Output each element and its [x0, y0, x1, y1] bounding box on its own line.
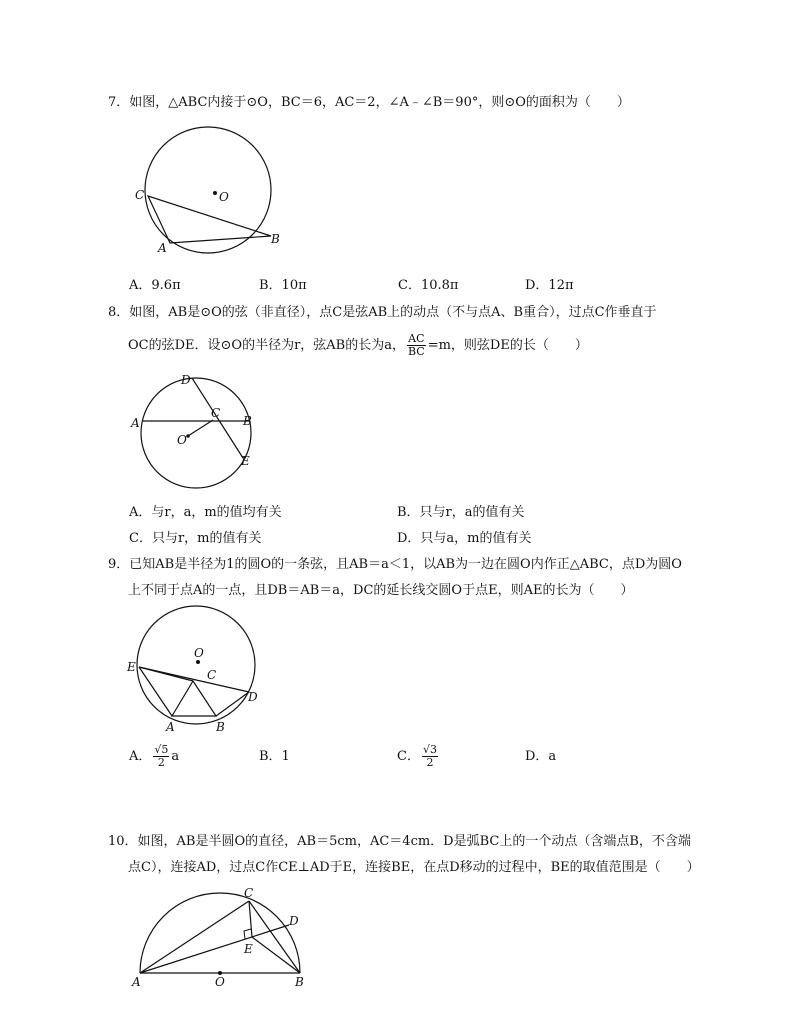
- q8-label-C: C: [211, 406, 221, 420]
- q7-triangle: [148, 196, 271, 243]
- q8-circle: [141, 378, 251, 488]
- q9-circle: [137, 606, 255, 724]
- q9-option-d[interactable]: D．a: [525, 749, 557, 764]
- q8-option-b[interactable]: B．只与r，a的值有关: [397, 505, 525, 520]
- q9-option-a-den: 2: [157, 756, 165, 769]
- q9-center-dot: [196, 660, 200, 664]
- q10-line1: 10．如图，AB是半圆O的直径，AB＝5cm，AC＝4cm．D是弧BC上的一个动点（含端点B，不含端: [108, 834, 691, 849]
- q9-option-c-frac: [422, 744, 438, 769]
- q9-option-c[interactable]: [397, 740, 440, 774]
- q9-line2: 上不同于点A的一点，且DB＝AB＝a，DC的延长线交圆O于点E，则AE的长为（ ）: [128, 583, 634, 598]
- q10-semicircle: [140, 893, 300, 973]
- q10-label-B: B: [295, 975, 304, 989]
- q7-center-dot: [213, 191, 217, 195]
- q9-line-BD: [216, 692, 249, 716]
- q9-label-O: O: [194, 646, 204, 660]
- q8-label-O: O: [177, 433, 187, 447]
- q9-label-D: D: [248, 690, 258, 704]
- q9-figure: [124, 603, 264, 738]
- q9-label-A: A: [166, 720, 175, 734]
- q9-label-C: C: [207, 668, 217, 682]
- q7-label-C: C: [135, 188, 145, 202]
- q7-option-d[interactable]: D．12π: [525, 278, 574, 293]
- q7-text: 7．如图，△ABC内接于⊙O，BC＝6，AC＝2，∠A﹣∠B＝90°，则⊙O的面积为（ ）: [108, 95, 630, 110]
- q9-option-b[interactable]: B．1: [259, 749, 290, 764]
- q9-line1: 9．已知AB是半径为1的圆O的一条弦，且AB＝a＜1，以AB为一边在圆O内作正△ABC，点D为圆O: [108, 557, 682, 572]
- q10-label-E: E: [244, 942, 253, 956]
- q8-line2: [128, 331, 588, 361]
- q8-option-d[interactable]: D．只与a，m的值有关: [397, 531, 532, 546]
- q9-option-a-suffix: a: [171, 749, 180, 764]
- q7-option-a[interactable]: A．9.6π: [129, 278, 181, 293]
- q10-label-C: C: [244, 886, 254, 900]
- q8-option-a[interactable]: A．与r，a，m的值均有关: [129, 505, 282, 520]
- q8-segment-OC: [188, 420, 213, 436]
- q10-figure: [128, 885, 308, 993]
- q8-line2-a: OC的弦DE．设⊙O的半径为r，弦AB的长为a，: [128, 338, 405, 353]
- q10-line-EB: [252, 937, 300, 973]
- q9-option-c-prefix: C．: [397, 749, 420, 764]
- q8-label-A: A: [131, 416, 140, 430]
- q10-line2: 点C），连接AD，过点C作CE⊥AD于E，连接BE，在点D移动的过程中，BE的取值范围是（ ）: [128, 860, 700, 875]
- q10-label-O: O: [215, 975, 225, 989]
- q7-label-O: O: [219, 190, 229, 204]
- q10-line-CE: [249, 901, 252, 937]
- q9-triangle-ABC: [172, 681, 216, 716]
- q8-line1: 8．如图，AB是⊙O的弦（非直径），点C是弦AB上的动点（不与点A、B重合），过点C作垂直于: [108, 305, 657, 320]
- q9-option-a-num: √5: [154, 743, 169, 756]
- q8-label-B: B: [243, 414, 252, 428]
- q9-option-a[interactable]: [129, 740, 179, 774]
- q8-fraction: [407, 333, 426, 358]
- q9-label-E: E: [127, 660, 136, 674]
- q9-option-c-num: √3: [422, 743, 437, 756]
- q7-option-c[interactable]: C．10.8π: [398, 278, 459, 293]
- q7-figure: [130, 122, 300, 262]
- q7-option-b[interactable]: B．10π: [259, 278, 307, 293]
- q10-line-AC: [140, 901, 249, 973]
- q9-option-c-den: 2: [426, 756, 434, 769]
- q8-line2-b: =m，则弦DE的长（ ）: [427, 338, 588, 353]
- q9-label-B: B: [216, 720, 225, 734]
- q9-option-a-prefix: A．: [129, 749, 152, 764]
- q8-frac-den: BC: [407, 345, 425, 358]
- q10-label-A: A: [132, 975, 141, 989]
- q10-line-CB: [249, 901, 300, 973]
- q8-frac-num: AC: [408, 332, 425, 345]
- q8-option-c[interactable]: C．只与r，m的值有关: [129, 531, 262, 546]
- q7-label-B: B: [271, 232, 280, 246]
- q8-label-E: E: [241, 454, 250, 468]
- q7-circle: [145, 127, 271, 253]
- q7-label-A: A: [158, 241, 167, 255]
- q9-option-a-frac: [153, 744, 169, 769]
- q8-label-D: D: [181, 373, 191, 387]
- q10-line-AD: [140, 925, 289, 973]
- q10-label-D: D: [289, 914, 299, 928]
- q8-figure: [128, 372, 268, 492]
